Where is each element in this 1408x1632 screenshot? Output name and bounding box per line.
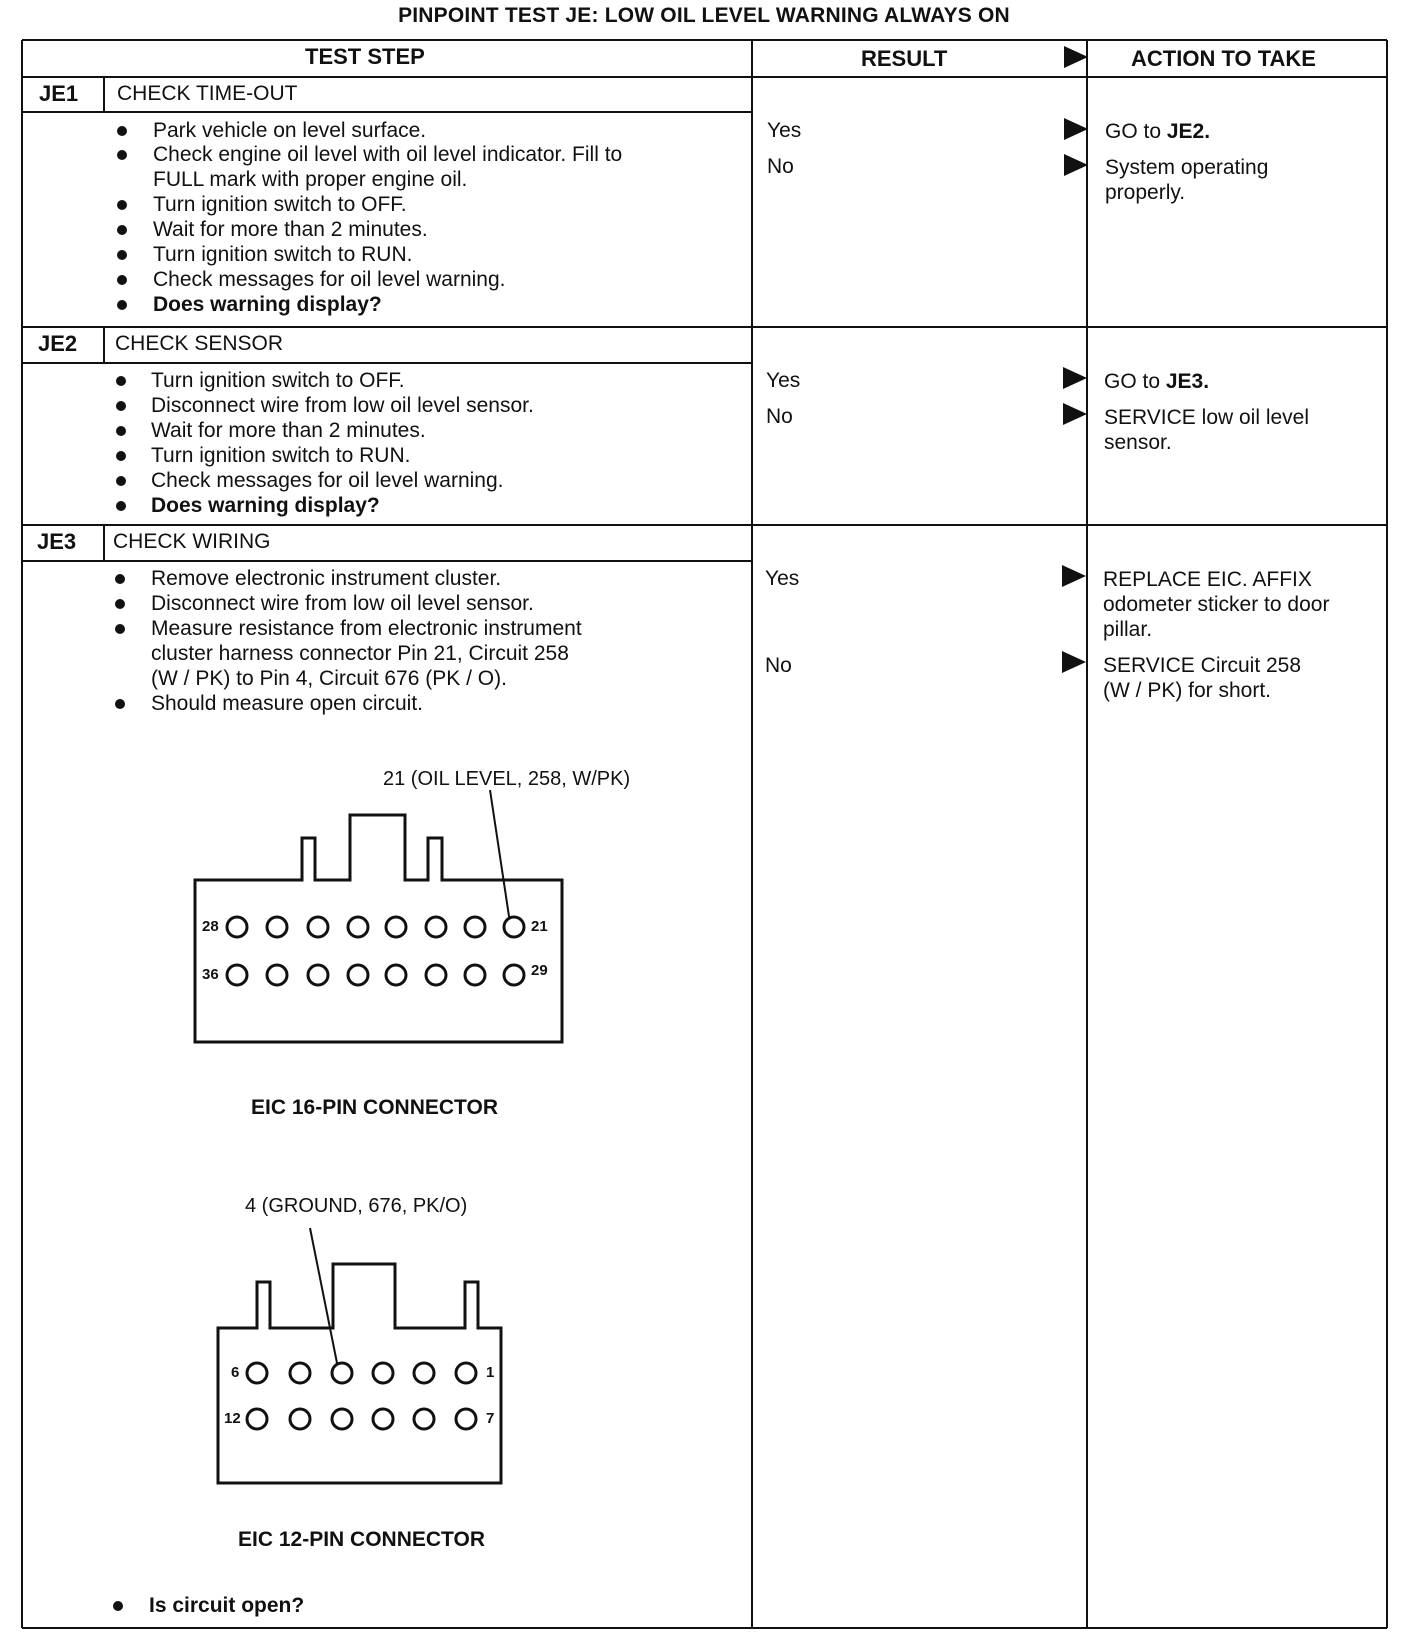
je1-bullet-6: Check messages for oil level warning. xyxy=(153,268,506,291)
bullet-icon xyxy=(116,426,126,436)
bullet-icon xyxy=(117,200,127,210)
je1-bullet-2: Check engine oil level with oil level indicator. Fill to FULL mark with proper engine oil. xyxy=(153,143,623,191)
arrow-icon xyxy=(1064,154,1088,176)
arrow-icon xyxy=(1062,651,1086,673)
bullet-icon xyxy=(116,501,126,511)
je3-bullet-4: Should measure open circuit. xyxy=(151,692,423,715)
je3-action-yes: REPLACE EIC. AFFIX odometer sticker to door pillar. xyxy=(1103,568,1330,641)
connector12-pin-12: 12 xyxy=(224,1410,241,1427)
bullet-icon xyxy=(113,1601,123,1611)
je2-result-no: No xyxy=(766,405,793,428)
bullet-icon xyxy=(116,476,126,486)
bullet-icon xyxy=(116,451,126,461)
bullet-icon xyxy=(117,225,127,235)
header-result: RESULT xyxy=(861,46,948,71)
je2-bullet-2: Disconnect wire from low oil level sensor. xyxy=(151,394,534,417)
je3-bullet-1: Remove electronic instrument cluster. xyxy=(151,567,502,590)
step-id-je1: JE1 xyxy=(39,81,79,106)
je1-result-no: No xyxy=(767,155,794,178)
je1-bullet-3: Turn ignition switch to OFF. xyxy=(153,193,407,216)
connector12-pin-1: 1 xyxy=(486,1364,495,1381)
step-heading-je1: CHECK TIME-OUT xyxy=(117,82,298,105)
je3-final-bullet: Is circuit open? xyxy=(149,1594,305,1617)
arrow-icon xyxy=(1063,367,1087,389)
connector16-pin-21: 21 xyxy=(531,918,548,935)
connector12-callout: 4 (GROUND, 676, PK/O) xyxy=(245,1195,468,1217)
je3-result-no: No xyxy=(765,654,792,677)
step-heading-je3: CHECK WIRING xyxy=(113,530,271,553)
step-id-je2: JE2 xyxy=(38,331,78,356)
je1-result-yes: Yes xyxy=(767,119,802,142)
bullet-icon xyxy=(116,376,126,386)
bullet-icon xyxy=(115,574,125,584)
bullet-icon xyxy=(115,699,125,709)
je2-bullet-3: Wait for more than 2 minutes. xyxy=(151,419,426,442)
header-action: ACTION TO TAKE xyxy=(1131,46,1316,71)
bullet-icon xyxy=(117,275,127,285)
bullet-icon xyxy=(115,599,125,609)
arrow-icon xyxy=(1063,403,1087,425)
connector12-diagram xyxy=(205,1220,525,1490)
step-heading-je2: CHECK SENSOR xyxy=(115,332,284,355)
je3-bullet-2: Disconnect wire from low oil level sensor. xyxy=(151,592,534,615)
bullet-icon xyxy=(115,624,125,634)
step-id-je3: JE3 xyxy=(37,529,77,554)
bullet-icon xyxy=(117,150,127,160)
je3-action-no: SERVICE Circuit 258 (W / PK) for short. xyxy=(1103,654,1302,702)
bullet-icon xyxy=(117,126,127,136)
je1-bullet-4: Wait for more than 2 minutes. xyxy=(153,218,428,241)
page-title: PINPOINT TEST JE: LOW OIL LEVEL WARNING ALWAYS ON xyxy=(398,4,1010,27)
je2-action-yes: GO to JE3. xyxy=(1104,370,1210,393)
bullet-icon xyxy=(116,401,126,411)
je1-action-no: System operating properly. xyxy=(1105,156,1269,204)
connector12-caption: EIC 12-PIN CONNECTOR xyxy=(238,1528,485,1551)
arrow-icon xyxy=(1062,565,1086,587)
je1-action-yes: GO to JE2. xyxy=(1105,120,1211,143)
je1-bullet-1: Park vehicle on level surface. xyxy=(153,119,427,142)
je2-result-yes: Yes xyxy=(766,369,801,392)
header-test-step: TEST STEP xyxy=(305,44,425,69)
connector12-pin-7: 7 xyxy=(486,1410,495,1427)
je2-bullet-6: Does warning display? xyxy=(151,494,380,517)
connector16-callout: 21 (OIL LEVEL, 258, W/PK) xyxy=(383,768,631,790)
connector16-pin-36: 36 xyxy=(202,966,219,983)
arrow-icon xyxy=(1064,118,1088,140)
je3-result-yes: Yes xyxy=(765,567,800,590)
header-arrow-icon xyxy=(1064,46,1088,68)
je2-action-no: SERVICE low oil level sensor. xyxy=(1104,406,1310,454)
je1-bullet-7: Does warning display? xyxy=(153,293,382,316)
bullet-icon xyxy=(117,300,127,310)
je2-bullet-5: Check messages for oil level warning. xyxy=(151,469,504,492)
je3-bullet-3: Measure resistance from electronic instrument cluster harness connector Pin 21, Circuit 258 (W / PK) to Pin 4, Circuit 676 (PK / O). xyxy=(151,617,582,690)
connector16-diagram xyxy=(180,790,580,1050)
connector16-pin-29: 29 xyxy=(531,962,548,979)
je2-bullet-4: Turn ignition switch to RUN. xyxy=(151,444,411,467)
bullet-icon xyxy=(117,250,127,260)
je1-bullet-5: Turn ignition switch to RUN. xyxy=(153,243,413,266)
connector12-pin-6: 6 xyxy=(231,1364,240,1381)
je2-bullet-1: Turn ignition switch to OFF. xyxy=(151,369,405,392)
connector16-caption: EIC 16-PIN CONNECTOR xyxy=(251,1096,498,1119)
connector16-pin-28: 28 xyxy=(202,918,219,935)
